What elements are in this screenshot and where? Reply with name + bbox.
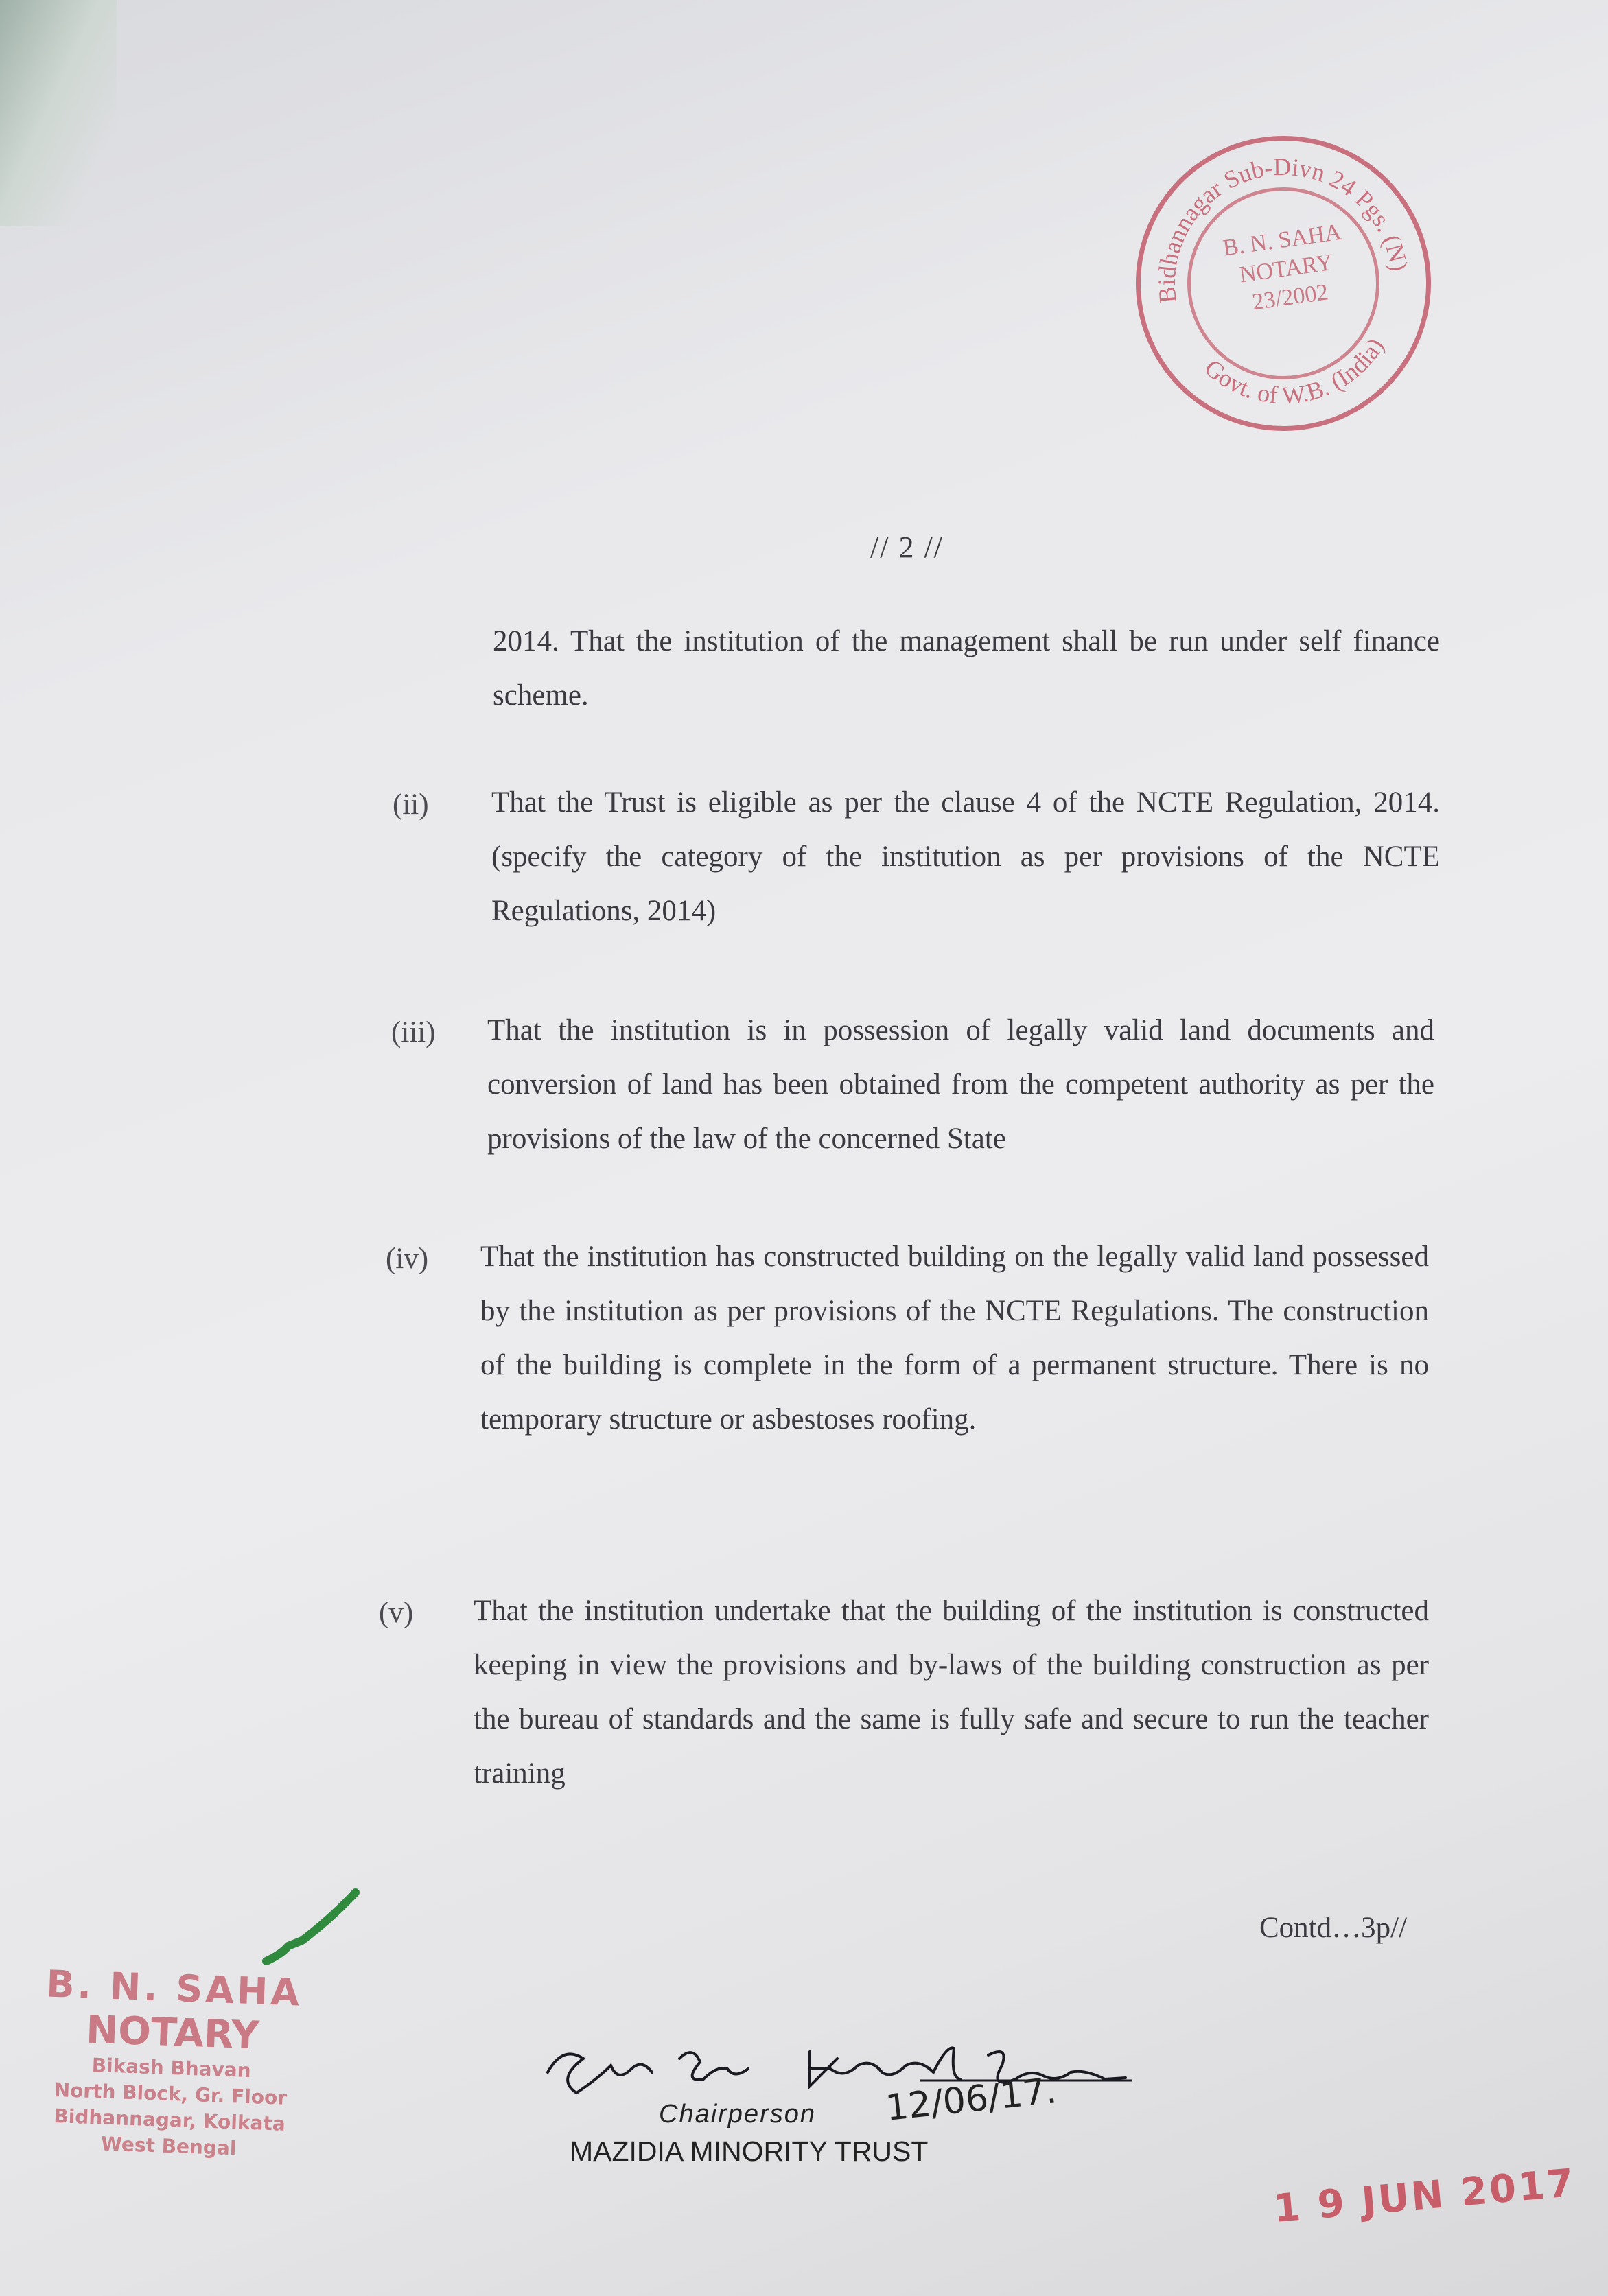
stamp-address-line: Bidhannagar, Kolkata [53,2105,286,2135]
green-check-mark [261,1886,364,1968]
notary-address-stamp [17,1960,326,2164]
page-corner-fold [0,0,117,226]
stamp-title: NOTARY [85,2007,260,2059]
paragraph-ii: That the Trust is eligible as per the clause 4 of the NCTE Regulation, 2014. (specify the category of the institution as per provisions of the NCTE Regulations, 2014) [491,786,1440,927]
item-number-ii: (ii) [393,788,429,821]
paragraph-iv: That the institution has constructed building on the legally valid land possessed by the institution as per provisions of the NCTE Regulations. The construction of the building is complete in the form of a permanent structure. There is no temporary structure or asbestoses roofing. [480,1241,1429,1436]
item-number-iii: (iii) [391,1016,436,1049]
handwritten-date: 12/06/17. [883,2070,1059,2129]
item-number-iv: (iv) [386,1243,429,1275]
signatory-organization: MAZIDIA MINORITY TRUST [570,2135,929,2167]
continued-note: Contd…3p// [1259,1912,1408,1944]
handwritten-signature [535,2031,1153,2107]
seal-line-number: 23/2002 [1250,279,1330,316]
paragraph-iii: That the institution is in possession of legally valid land documents and conversion of land has been obtained from the competent authority as per the provisions of the law of the concerned State [487,1014,1434,1155]
stamp-address-line: North Block, Gr. Floor [54,2078,288,2109]
notary-round-seal [1117,117,1450,450]
stamp-address-line: Bikash Bhavan [91,2053,252,2083]
stamp-name: B. N. SAHA [45,1962,303,2015]
seal-line-title: NOTARY [1237,249,1335,288]
seal-ring-bottom-text: Govt. of W.B. (India) [1199,333,1390,410]
page-number: // 2 // [870,530,944,564]
paragraph-v: That the institution undertake that the building of the institution is constructed keeping in view the provisions and by-laws of the building construction as per the bureau of standards and the same is fully safe and secure to run the teacher training [474,1595,1429,1790]
seal-line-name: B. N. SAHA [1221,219,1343,261]
item-number-v: (v) [379,1597,414,1629]
signatory-role: Chairperson [659,2100,816,2129]
paragraph-continuation: 2014. That the institution of the management shall be run under self finance scheme. [493,625,1440,712]
stamp-address-line: West Bengal [100,2132,237,2160]
received-date-stamp: 1 9 JUN 2017 [1272,2160,1578,2232]
seal-ring-top-text: Bidhannagar Sub-Divn 24 Pgs. (N) [1152,152,1413,305]
